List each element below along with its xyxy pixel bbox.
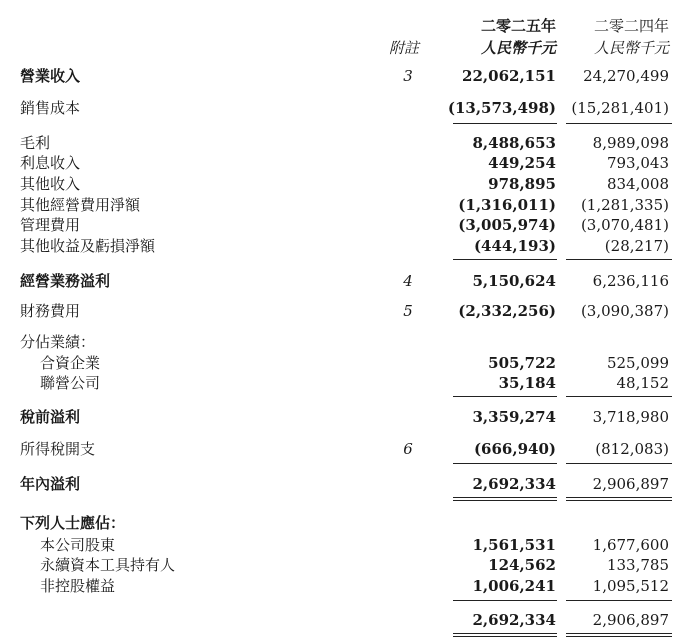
section-label: 分佔業績： <box>20 333 96 351</box>
current-value: 3,359,274 <box>472 408 556 426</box>
table-row <box>0 373 684 393</box>
subtotal-rule <box>566 463 672 464</box>
table-row <box>0 301 684 321</box>
current-value: 2,692,334 <box>472 475 556 493</box>
current-unit-header: 人民幣千元 <box>480 39 556 57</box>
current-value: 1,006,241 <box>472 577 556 595</box>
current-value: 978,895 <box>488 175 556 193</box>
note-ref: 6 <box>403 440 413 458</box>
table-row <box>0 332 684 352</box>
subtotal-rule <box>566 396 672 397</box>
table-row <box>0 98 684 118</box>
current-value: 124,562 <box>488 556 556 574</box>
prior-value: 1,095,512 <box>592 577 669 595</box>
prior-value: (15,281,401) <box>571 99 669 117</box>
row-label: 聯營公司 <box>40 374 101 392</box>
total-double-rule <box>453 497 557 498</box>
section-label: 下列人士應佔： <box>20 514 126 532</box>
table-row <box>0 174 684 194</box>
prior-value: 2,906,897 <box>592 475 669 493</box>
prior-value: 2,906,897 <box>592 611 669 629</box>
prior-value: (28,217) <box>604 237 669 255</box>
table-row <box>0 133 684 153</box>
total-double-rule <box>566 636 672 637</box>
current-value: 1,561,531 <box>472 536 556 554</box>
current-value: (2,332,256) <box>458 302 556 320</box>
table-row <box>0 535 684 555</box>
total-double-rule <box>453 636 557 637</box>
prior-value: 133,785 <box>606 556 669 574</box>
table-row <box>0 555 684 575</box>
current-value: 22,062,151 <box>462 67 556 85</box>
prior-value: 3,718,980 <box>592 408 669 426</box>
prior-value: 8,989,098 <box>592 134 669 152</box>
prior-value: 793,043 <box>606 154 669 172</box>
prior-value: 6,236,116 <box>592 272 669 290</box>
prior-value: (1,281,335) <box>580 196 669 214</box>
prior-value: 24,270,499 <box>583 67 669 85</box>
total-double-rule <box>566 633 672 634</box>
current-value: 8,488,653 <box>472 134 556 152</box>
table-row <box>0 474 684 494</box>
total-double-rule <box>566 500 672 501</box>
prior-unit-header: 人民幣千元 <box>593 39 669 57</box>
table-row <box>0 353 684 373</box>
row-label: 永續資本工具持有人 <box>40 556 176 574</box>
table-row <box>0 215 684 235</box>
note-ref: 3 <box>403 67 413 85</box>
table-row <box>0 407 684 427</box>
prior-value: (812,083) <box>595 440 669 458</box>
note-ref: 5 <box>403 302 413 320</box>
current-value: 35,184 <box>498 374 556 392</box>
row-label: 毛利 <box>20 134 51 152</box>
row-label: 年內溢利 <box>20 475 81 493</box>
subtotal-rule <box>453 463 557 464</box>
subtotal-rule <box>566 600 672 601</box>
table-row <box>0 66 684 86</box>
row-label: 其他收入 <box>20 175 81 193</box>
row-label: 其他收益及虧損淨額 <box>20 237 156 255</box>
prior-value: 834,008 <box>606 175 669 193</box>
table-row <box>0 610 684 630</box>
subtotal-rule <box>453 259 557 260</box>
prior-value: (3,070,481) <box>580 216 669 234</box>
current-value: (444,193) <box>473 237 556 255</box>
row-label: 其他經營費用淨額 <box>20 196 141 214</box>
prior-value: 48,152 <box>616 374 669 392</box>
row-label: 管理費用 <box>20 216 81 234</box>
current-value: 5,150,624 <box>472 272 556 290</box>
table-row <box>0 513 684 533</box>
current-value: 505,722 <box>488 354 556 372</box>
current-value: (666,940) <box>473 440 556 458</box>
total-double-rule <box>566 497 672 498</box>
note-ref: 4 <box>403 272 413 290</box>
current-value: 2,692,334 <box>472 611 556 629</box>
prior-year-header: 二零二四年 <box>593 17 669 35</box>
table-row <box>0 271 684 291</box>
current-year-header: 二零二五年 <box>480 17 556 35</box>
prior-value: 1,677,600 <box>592 536 669 554</box>
subtotal-rule <box>453 123 557 124</box>
prior-value: (3,090,387) <box>580 302 669 320</box>
row-label: 非控股權益 <box>40 577 116 595</box>
row-label: 經營業務溢利 <box>20 272 111 290</box>
current-value: (3,005,974) <box>458 216 556 234</box>
table-row <box>0 195 684 215</box>
current-value: 449,254 <box>488 154 556 172</box>
table-row <box>0 236 684 256</box>
prior-value: 525,099 <box>606 354 669 372</box>
row-label: 本公司股東 <box>40 536 116 554</box>
total-double-rule <box>453 633 557 634</box>
total-double-rule <box>453 500 557 501</box>
row-label: 利息收入 <box>20 154 81 172</box>
row-label: 所得稅開支 <box>20 440 96 458</box>
subtotal-rule <box>453 396 557 397</box>
note-column-header: 附註 <box>388 39 419 57</box>
table-row <box>0 576 684 596</box>
row-label: 合資企業 <box>40 354 101 372</box>
row-label: 稅前溢利 <box>20 408 81 426</box>
table-row <box>0 439 684 459</box>
subtotal-rule <box>566 259 672 260</box>
table-row <box>0 153 684 173</box>
current-value: (1,316,011) <box>458 196 556 214</box>
current-value: (13,573,498) <box>447 99 556 117</box>
subtotal-rule <box>453 600 557 601</box>
subtotal-rule <box>566 123 672 124</box>
row-label: 財務費用 <box>20 302 81 320</box>
row-label: 營業收入 <box>20 67 81 85</box>
row-label: 銷售成本 <box>20 99 81 117</box>
